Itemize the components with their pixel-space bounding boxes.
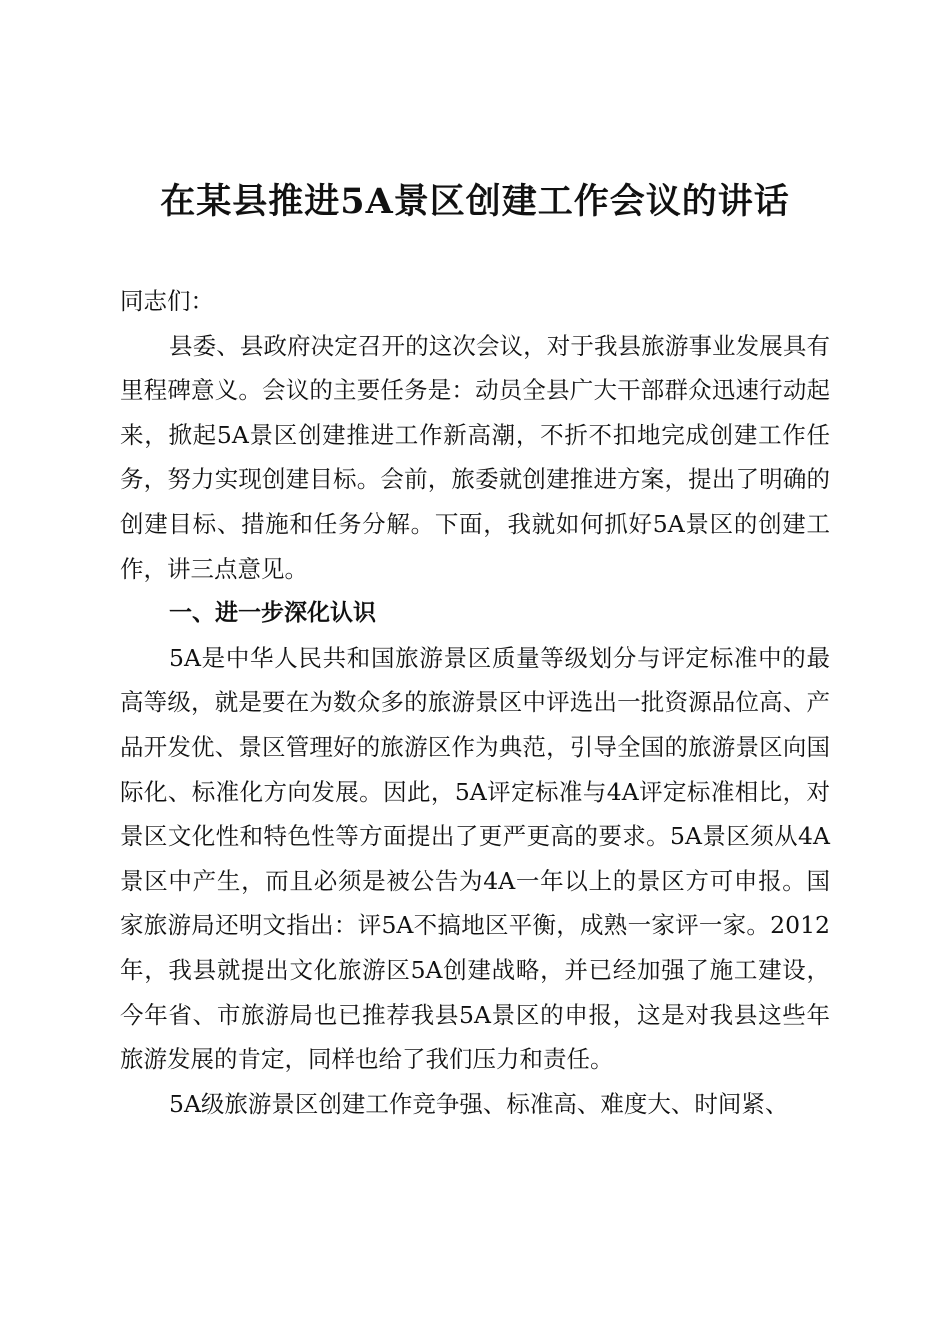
salutation: 同志们：: [120, 287, 214, 315]
section-heading-1: 一、进一步深化认识: [169, 600, 376, 627]
paragraph-continuation: 5A级旅游景区创建工作竞争强、标准高、难度大、时间紧、: [169, 1089, 789, 1118]
document-body: [120, 279, 830, 1126]
paragraph-5a-standard: 5A是中华人民共和国旅游景区质量等级划分与评定标准中的最高等级，就是要在为数众多的旅游景区中评选出一批资源品位高、产品开发优、景区管理好的旅游区作为典范，引导全国的旅游景区向国际化、标准化方向发展。因此，5A评定标准与4A评定标准相比，对景区文化性和特色性等方面提出了更严更高的要求。5A景区须从4A景区中产生，而且必须是被公告为4A一年以上的景区方可申报。国家旅游局还明文指出：评5A不搞地区平衡，成熟一家评一家。2012年，我县就提出文化旅游区5A创建战略，并已经加强了施工建设，今年省、市旅游局也已推荐我县5A景区的申报，这是对我县这些年旅游发展的肯定，同样也给了我们压力和责任。: [120, 643, 830, 1074]
document-title: 在某县推进5A景区创建工作会议的讲话: [160, 181, 790, 222]
paragraph-intro: 县委、县政府决定召开的这次会议，对于我县旅游事业发展具有里程碑意义。会议的主要任务是：动员全县广大干部群众迅速行动起来，掀起5A景区创建推进工作新高潮，不折不扣地完成创建工作任务，努力实现创建目标。会前，旅委就创建推进方案，提出了明确的创建目标、措施和任务分解。下面，我就如何抓好5A景区的创建工作，讲三点意见。: [120, 331, 830, 583]
